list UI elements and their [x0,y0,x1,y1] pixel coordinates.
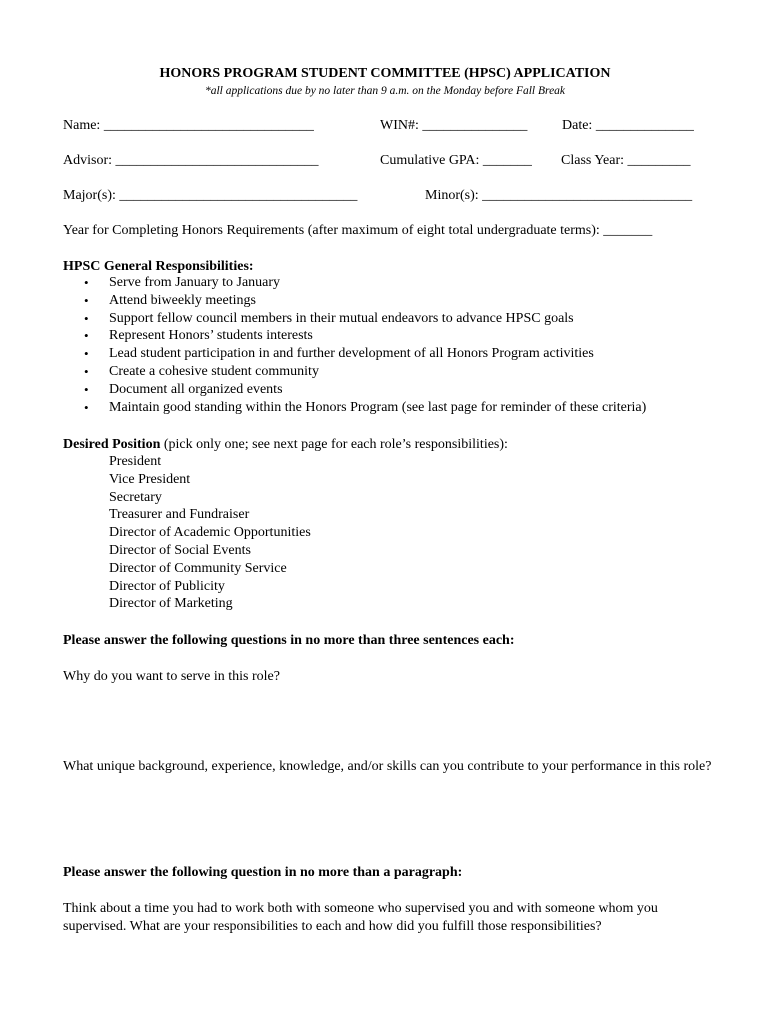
role-option[interactable]: Secretary [109,489,162,505]
position-heading-line [63,436,508,454]
name-field[interactable]: Name: ______________________________ [63,118,314,133]
roles-list [109,453,311,613]
advisor-field[interactable]: Advisor: _____________________________ [63,153,319,168]
bullet-icon: • [84,399,89,415]
role-option[interactable]: Director of Marketing [109,596,233,612]
question-3: Think about a time you had to work both with someone who supervised you and with someone whom you supervised. What are your responsibilities to each and how did you fulfill those responsibilities? [63,901,658,934]
bullet-icon: • [84,292,89,308]
completion-year-field[interactable]: Year for Completing Honors Requirements (after maximum of eight total undergraduate terms): _______ [63,223,653,238]
class-year-field[interactable]: Class Year: _________ [561,153,691,168]
list-item: • Represent Honors’ students interests [84,328,313,344]
list-item: • Support fellow council members in their mutual endeavors to advance HPSC goals [84,310,574,326]
bullet-icon: • [84,328,89,344]
minors-field[interactable]: Minor(s): ______________________________ [425,188,693,203]
list-item: • Maintain good standing within the Honors Program (see last page for reminder of these criteria) [84,399,647,415]
role-option[interactable]: Vice President [109,471,191,487]
short-answer-heading: Please answer the following questions in no more than three sentences each: [63,633,515,648]
responsibilities-list [63,274,646,416]
position-heading: Desired Position [63,437,161,452]
responsibilities-heading: HPSC General Responsibilities: [63,259,254,274]
document-title: HONORS PROGRAM STUDENT COMMITTEE (HPSC) APPLICATION [159,66,611,81]
role-option[interactable]: Treasurer and Fundraiser [109,507,250,523]
list-item: • Document all organized events [84,381,283,397]
question-2: What unique background, experience, knowledge, and/or skills can you contribute to your performance in this role? [63,759,712,774]
bullet-icon: • [84,363,89,379]
bullet-icon: • [84,381,89,397]
list-item: • Lead student participation in and further development of all Honors Program activities [84,346,594,362]
question-1: Why do you want to serve in this role? [63,669,280,684]
role-option[interactable]: President [109,454,162,469]
list-item: • Create a cohesive student community [84,363,319,379]
role-option[interactable]: Director of Social Events [109,542,251,558]
list-item: • Attend biweekly meetings [84,292,256,308]
gpa-field[interactable]: Cumulative GPA: _______ [380,153,532,168]
list-item: • Serve from January to January [84,275,281,290]
deadline-note: *all applications due by no later than 9 a.m. on the Monday before Fall Break [204,85,566,97]
date-field[interactable]: Date: ______________ [562,118,694,133]
bullet-icon: • [84,346,89,362]
role-option[interactable]: Director of Community Service [109,560,287,576]
position-note: (pick only one; see next page for each role’s responsibilities): [160,437,508,452]
win-field[interactable]: WIN#: _______________ [380,118,528,133]
paragraph-answer-heading: Please answer the following question in no more than a paragraph: [63,865,463,880]
bullet-icon: • [84,310,89,326]
majors-field[interactable]: Major(s): __________________________________ [63,188,358,203]
bullet-icon: • [84,275,89,290]
role-option[interactable]: Director of Academic Opportunities [109,525,311,541]
role-option[interactable]: Director of Publicity [109,578,225,594]
